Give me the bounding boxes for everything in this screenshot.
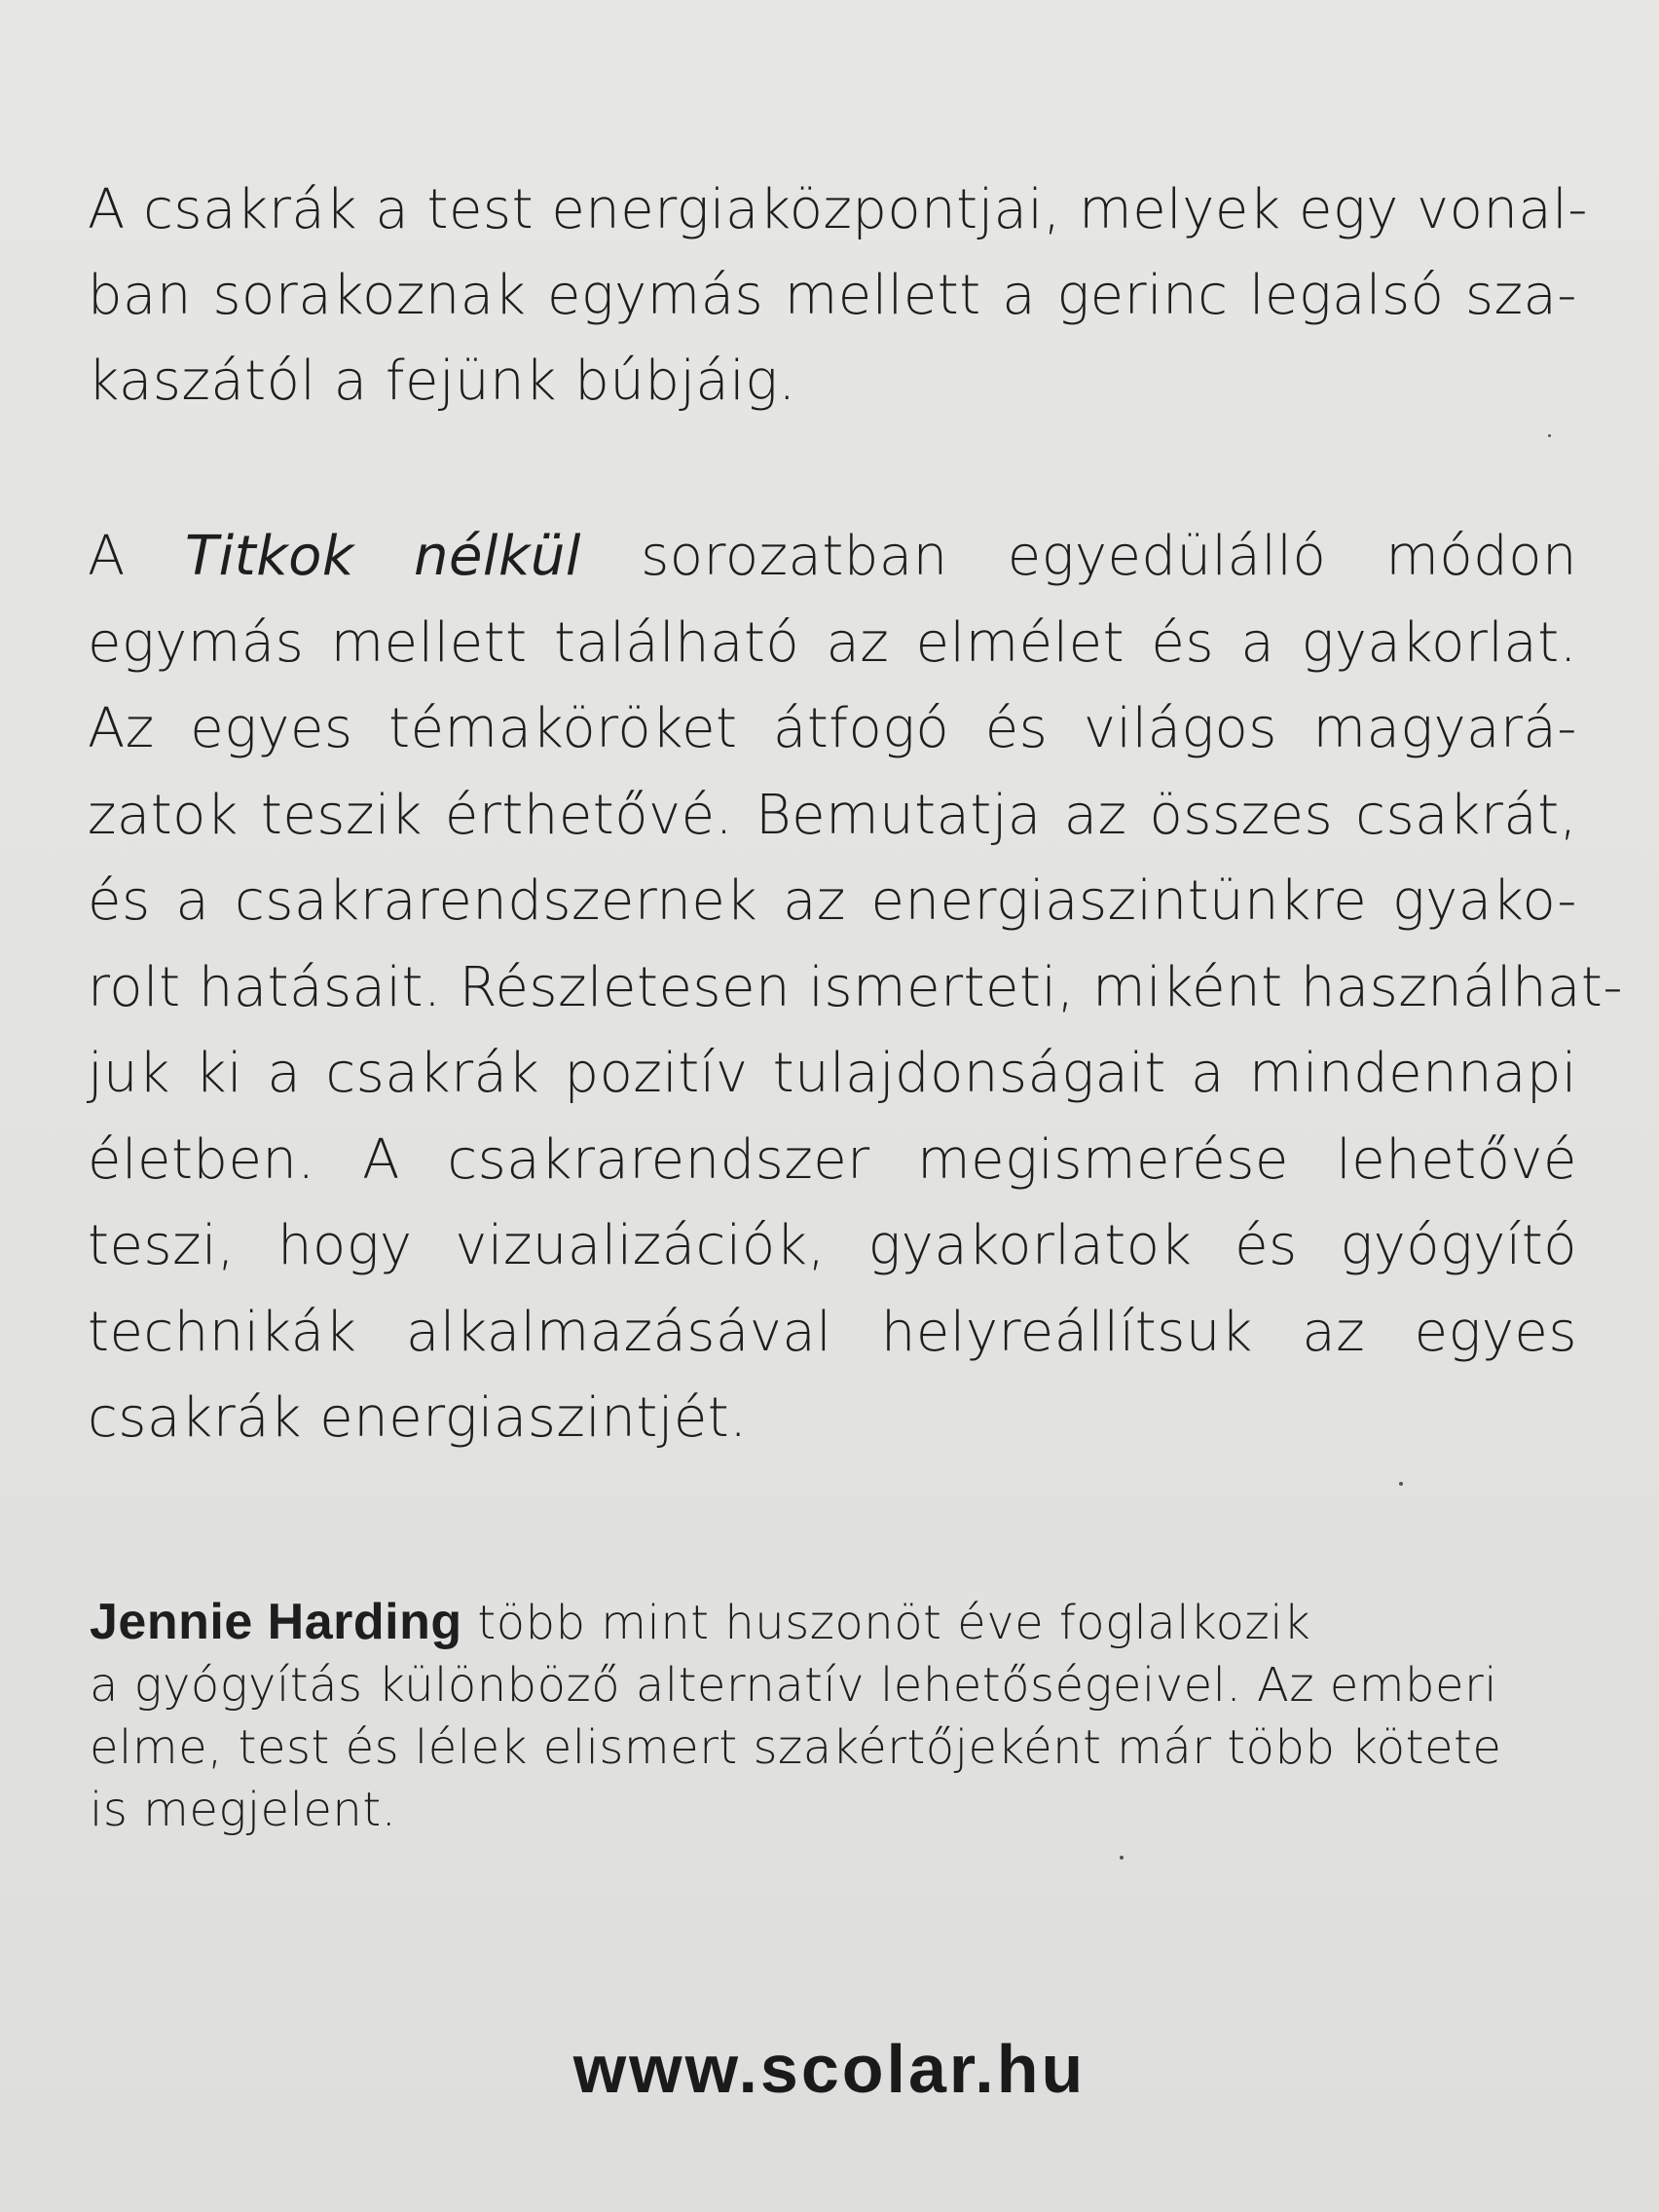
intro-paragraph bbox=[88, 167, 1589, 424]
intro-line: A csakrák a test energiaközpontjai, melyek egy vonal- bbox=[88, 178, 1589, 241]
series-line: technikák alkalmazásával helyreállítsuk az egyes bbox=[88, 1300, 1577, 1364]
author-bio-line bbox=[90, 1591, 1472, 1654]
series-line: csakrák energiaszintjét. bbox=[88, 1386, 748, 1450]
series-line bbox=[88, 514, 1577, 601]
series-line: életben. A csakrarendszer megismerése lehetővé bbox=[88, 1127, 1577, 1192]
series-line: teszi, hogy vizualizációk, gyakorlatok és gyógyító bbox=[88, 1214, 1577, 1277]
series-line: juk ki a csakrák pozitív tulajdonságait a mindennapi bbox=[88, 1042, 1577, 1105]
author-bio bbox=[90, 1591, 1502, 1841]
print-speck bbox=[1399, 1482, 1403, 1486]
publisher-website: www.scolar.hu bbox=[572, 2031, 1087, 2107]
series-paragraph bbox=[88, 514, 1624, 1462]
author-name: Jennie Harding bbox=[90, 1594, 462, 1650]
series-line: zatok teszik érthetővé. Bemutatja az összes csakrát, bbox=[88, 783, 1577, 847]
series-line-suffix: sorozatban egyedülálló módon bbox=[641, 525, 1577, 588]
series-title: Titkok nélkül bbox=[184, 525, 581, 588]
series-line: és a csakrarendszernek az energiaszintünkre gyako- bbox=[88, 869, 1577, 933]
series-line-prefix: A bbox=[88, 525, 126, 588]
print-speck bbox=[1548, 434, 1551, 437]
author-bio-line: a gyógyítás különböző alternatív lehetőségeivel. Az emberi bbox=[90, 1658, 1498, 1713]
series-line: Az egyes témaköröket átfogó és világos magyará- bbox=[88, 697, 1577, 760]
series-line: rolt hatásait. Részletesen ismerteti, miként használhat- bbox=[88, 955, 1624, 1019]
intro-line: kaszától a fejünk búbjáig. bbox=[88, 350, 796, 413]
print-speck bbox=[1120, 1856, 1124, 1860]
author-bio-line: elme, test és lélek elismert szakértőjeként már több kötete bbox=[90, 1720, 1502, 1775]
author-bio-first-line: több mint huszonöt éve foglalkozik bbox=[477, 1596, 1311, 1650]
series-line: egymás mellett található az elmélet és a gyakorlat. bbox=[88, 610, 1577, 675]
author-bio-line: is megjelent. bbox=[90, 1783, 397, 1837]
intro-line: ban sorakoznak egymás mellett a gerinc legalsó sza- bbox=[88, 264, 1577, 327]
